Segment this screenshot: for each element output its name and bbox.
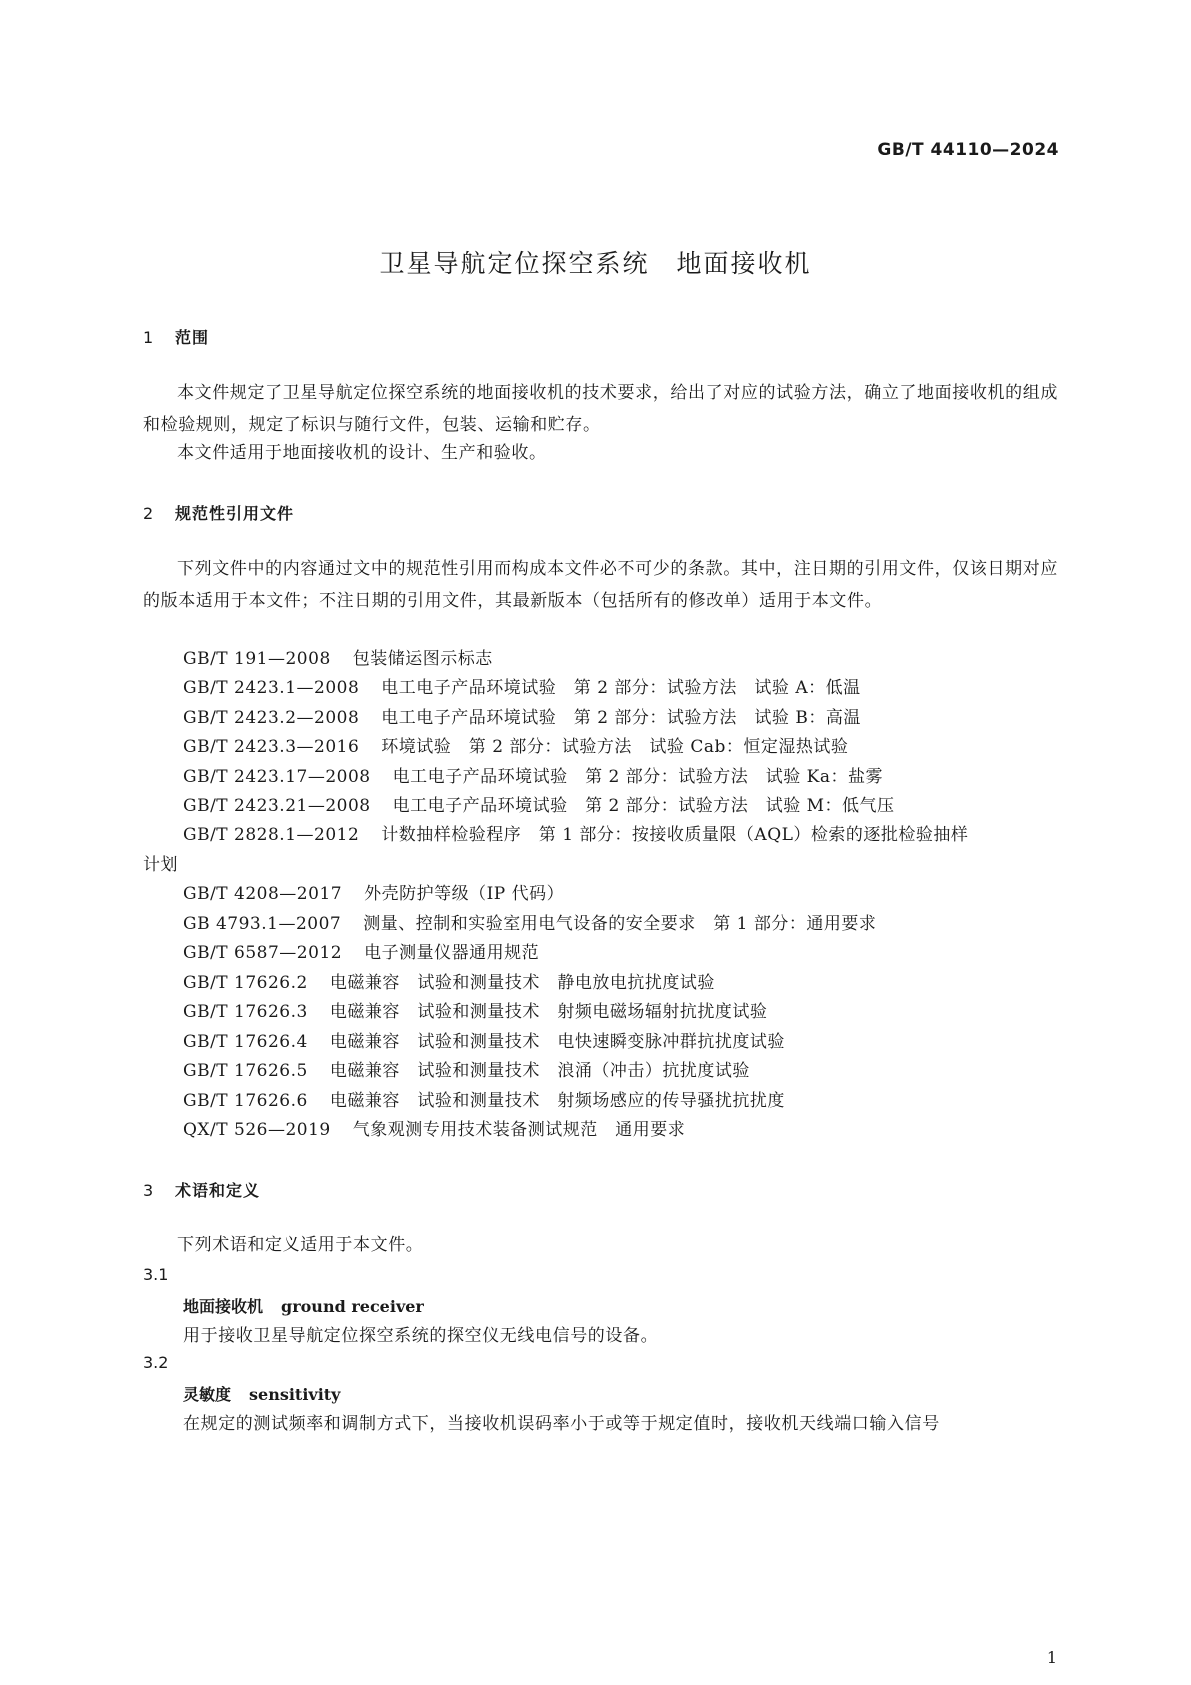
reference-title: 计数抽样检验程序 第 1 部分：按接收质量限（AQL）检索的逐批检验抽样 (381, 825, 969, 845)
section-title: 范围 (175, 328, 210, 347)
reference-title: 测量、控制和实验室用电气设备的安全要求 第 1 部分：通用要求 (363, 914, 877, 934)
reference-item (143, 791, 1058, 823)
reference-title: 电磁兼容 试验和测量技术 射频电磁场辐射抗扰度试验 (329, 1002, 768, 1022)
reference-item (143, 732, 1058, 764)
reference-code: GB 4793.1—2007 (183, 914, 342, 934)
section-number: 3 (143, 1181, 155, 1200)
page-number: 1 (1046, 1648, 1057, 1667)
term-en: ground receiver (281, 1297, 424, 1316)
section-title: 规范性引用文件 (175, 504, 295, 523)
section-heading-normative-references (143, 501, 294, 524)
section-number: 1 (143, 328, 155, 347)
reference-item (143, 1027, 1058, 1059)
reference-code: GB/T 2423.1—2008 (183, 678, 360, 698)
section-number: 2 (143, 504, 155, 523)
reference-title: 电工电子产品环境试验 第 2 部分：试验方法 试验 Ka：盐雾 (392, 767, 883, 787)
document-title: 卫星导航定位探空系统 地面接收机 (379, 249, 812, 278)
reference-title: 电磁兼容 试验和测量技术 电快速瞬变脉冲群抗扰度试验 (329, 1032, 785, 1052)
reference-title: 环境试验 第 2 部分：试验方法 试验 Cab：恒定湿热试验 (381, 737, 849, 757)
reference-code: GB/T 17626.3 (183, 1002, 308, 1022)
normative-intro: 下列文件中的内容通过文中的规范性引用而构成本文件必不可少的条款。其中，注日期的引用文件，仅该日期对应的版本适用于本文件；不注日期的引用文件，其最新版本（包括所有的修改单）适用于本文件。 (143, 559, 1058, 611)
term-number: 3.1 (143, 1265, 169, 1284)
reference-item (143, 968, 1058, 1000)
reference-title: 电磁兼容 试验和测量技术 射频场感应的传导骚扰抗扰度 (329, 1091, 785, 1111)
term-en: sensitivity (249, 1385, 341, 1404)
reference-code: GB/T 2423.21—2008 (183, 796, 371, 816)
reference-title: 外壳防护等级（IP 代码） (364, 884, 565, 904)
term-number: 3.2 (143, 1353, 169, 1372)
reference-code: GB/T 2423.2—2008 (183, 708, 360, 728)
term-definition: 用于接收卫星导航定位探空系统的探空仪无线电信号的设备。 (183, 1326, 659, 1346)
reference-title: 电磁兼容 试验和测量技术 静电放电抗扰度试验 (329, 973, 715, 993)
scope-paragraph-1: 本文件规定了卫星导航定位探空系统的地面接收机的技术要求，给出了对应的试验方法，确立了地面接收机的组成和检验规则，规定了标识与随行文件，包装、运输和贮存。 (143, 383, 1058, 435)
reference-item (143, 703, 1058, 735)
reference-code: GB/T 191—2008 (183, 649, 331, 669)
reference-code: GB/T 2423.17—2008 (183, 767, 371, 787)
reference-item (143, 1086, 1058, 1118)
term-zh: 灵敏度 (183, 1385, 232, 1404)
reference-title: 电工电子产品环境试验 第 2 部分：试验方法 试验 M：低气压 (392, 796, 895, 816)
reference-code: GB/T 4208—2017 (183, 884, 343, 904)
reference-title: 电磁兼容 试验和测量技术 浪涌（冲击）抗扰度试验 (329, 1061, 750, 1081)
reference-item (143, 997, 1058, 1029)
reference-item (143, 1115, 1058, 1147)
reference-item (143, 644, 1058, 676)
reference-item (143, 1056, 1058, 1088)
reference-code: GB/T 17626.5 (183, 1061, 308, 1081)
section-heading-terms (143, 1178, 260, 1201)
reference-title: 电子测量仪器通用规范 (364, 943, 540, 963)
reference-item (143, 762, 1058, 794)
term-entry (183, 1294, 424, 1317)
reference-item (143, 820, 1058, 852)
reference-item (143, 909, 1058, 941)
reference-item (143, 879, 1058, 911)
reference-title: 气象观测专用技术装备测试规范 通用要求 (352, 1120, 686, 1140)
reference-item (143, 673, 1058, 705)
reference-item (143, 938, 1058, 970)
section-title: 术语和定义 (175, 1181, 261, 1200)
terms-intro: 下列术语和定义适用于本文件。 (177, 1235, 424, 1255)
reference-title: 电工电子产品环境试验 第 2 部分：试验方法 试验 B：高温 (381, 708, 861, 728)
scope-paragraph-2: 本文件适用于地面接收机的设计、生产和验收。 (177, 443, 547, 463)
term-zh: 地面接收机 (183, 1297, 264, 1316)
standard-number: GB/T 44110—2024 (877, 140, 1059, 160)
reference-code: GB/T 17626.6 (183, 1091, 308, 1111)
reference-code: GB/T 2423.3—2016 (183, 737, 360, 757)
term-definition: 在规定的测试频率和调制方式下，当接收机误码率小于或等于规定值时，接收机天线端口输入信号 (183, 1414, 940, 1434)
reference-title: 电工电子产品环境试验 第 2 部分：试验方法 试验 A：低温 (381, 678, 861, 698)
reference-code: GB/T 2828.1—2012 (183, 825, 360, 845)
reference-item-continuation: 计划 (143, 855, 178, 875)
reference-title: 包装储运图示标志 (352, 649, 493, 669)
reference-code: QX/T 526—2019 (183, 1120, 331, 1140)
term-entry (183, 1382, 340, 1405)
reference-code: GB/T 6587—2012 (183, 943, 343, 963)
section-heading-scope (143, 325, 209, 348)
reference-code: GB/T 17626.2 (183, 973, 308, 993)
reference-code: GB/T 17626.4 (183, 1032, 308, 1052)
